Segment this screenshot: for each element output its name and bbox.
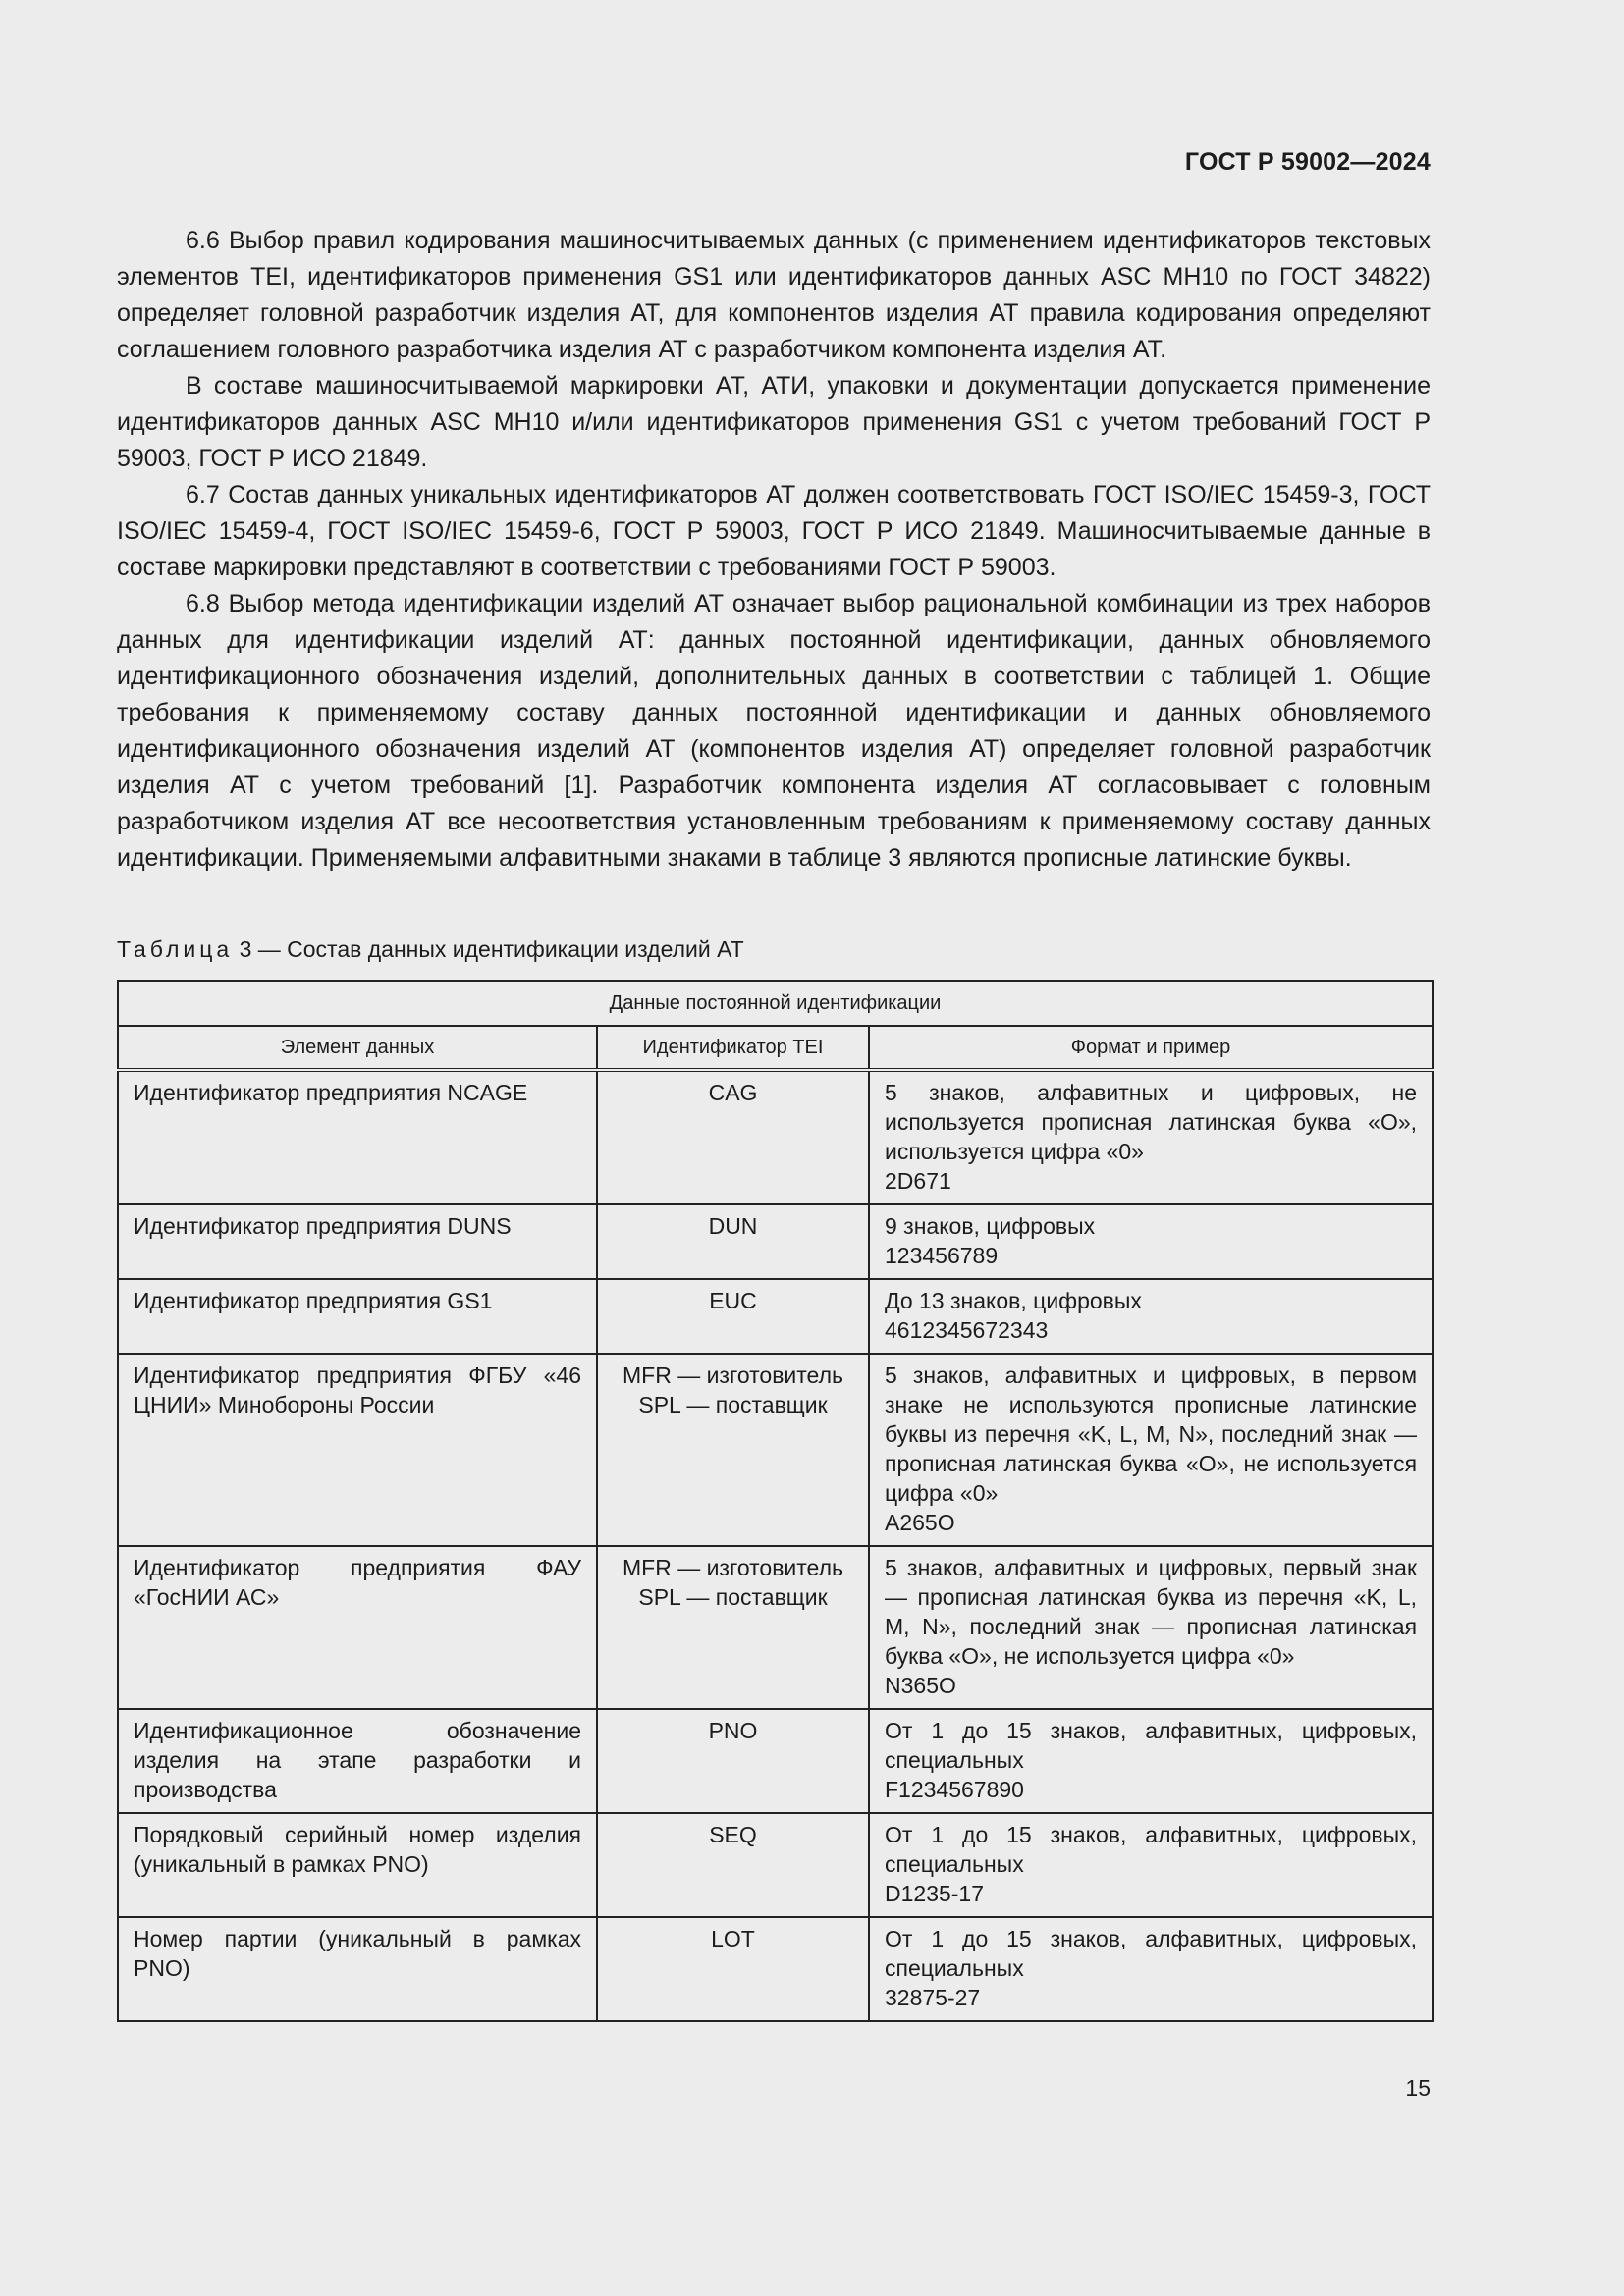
column-header-format: Формат и пример — [869, 1026, 1433, 1070]
tei-code: CAG — [708, 1080, 758, 1105]
format-description: 5 знаков, алфавитных и цифровых, не используется прописная латинская буква «О», используется цифра «0» — [885, 1080, 1418, 1164]
body-text — [117, 223, 1431, 877]
tei-code: SPL — поставщик — [638, 1584, 828, 1610]
cell-tei-identifier — [597, 1354, 869, 1546]
cell-format-example — [869, 1813, 1433, 1917]
tei-code: PNO — [708, 1718, 758, 1743]
table-row — [118, 1917, 1433, 2021]
paragraph-6-6: 6.6 Выбор правил кодирования машиносчитываемых данных (с применением идентификаторов текстовых элементов TEI, идентификаторов применения GS1 или идентификаторов данных ASC MH10 по ГОСТ 34822) определяет головной разработчик изделия АТ, для компонентов изделия АТ правила кодирования определяют соглашением головного разработчика изделия АТ с разработчиком компонента изделия АТ. — [117, 227, 1431, 363]
table-row — [118, 1354, 1433, 1546]
cell-tei-identifier — [597, 1709, 869, 1813]
format-description: 5 знаков, алфавитных и цифровых, в первом знаке не используются прописные латинские буквы из перечня «K, L, M, N», последний знак — прописная латинская буква «O», не используется цифра «0» — [885, 1362, 1418, 1506]
paragraph-6-7: 6.7 Состав данных уникальных идентификаторов АТ должен соответствовать ГОСТ ISO/IEC 15459-3, ГОСТ ISO/IEC 15459-4, ГОСТ ISO/IEC 15459-6, ГОСТ Р 59003, ГОСТ Р ИСО 21849. Машиносчитываемые данные в составе маркировки представляют в соответствии с требованиями ГОСТ Р 59003. — [117, 481, 1431, 581]
tei-code: SEQ — [709, 1822, 757, 1847]
cell-format-example — [869, 1204, 1433, 1279]
cell-tei-identifier — [597, 1279, 869, 1354]
format-description: От 1 до 15 знаков, алфавитных, цифровых, специальных — [885, 1822, 1418, 1877]
format-description: От 1 до 15 знаков, алфавитных, цифровых, специальных — [885, 1718, 1418, 1773]
tei-code: MFR — изготовитель — [622, 1555, 843, 1580]
format-example: N365O — [885, 1673, 956, 1698]
cell-tei-identifier — [597, 1546, 869, 1709]
cell-format-example — [869, 1546, 1433, 1709]
format-example: 2D671 — [885, 1168, 951, 1194]
tei-code: EUC — [709, 1288, 757, 1313]
cell-tei-identifier — [597, 1917, 869, 2021]
table-row — [118, 1546, 1433, 1709]
tei-code: DUN — [708, 1213, 758, 1239]
table-caption — [117, 934, 744, 964]
format-example: D1235-17 — [885, 1881, 985, 1906]
cell-format-example — [869, 1709, 1433, 1813]
page-number: 15 — [1405, 2075, 1431, 2101]
tei-code: MFR — изготовитель — [622, 1362, 843, 1388]
tei-code: LOT — [711, 1926, 755, 1951]
format-description: До 13 знаков, цифровых — [885, 1288, 1142, 1313]
format-description: 9 знаков, цифровых — [885, 1213, 1096, 1239]
cell-tei-identifier — [597, 1813, 869, 1917]
cell-data-element: Номер партии (уникальный в рамках PNO) — [118, 1917, 597, 2021]
cell-format-example — [869, 1070, 1433, 1204]
cell-tei-identifier — [597, 1070, 869, 1204]
format-example: A265O — [885, 1510, 955, 1535]
paragraph-6-6-cont: В составе машиносчитываемой маркировки АТ, АТИ, упаковки и документации допускается применение идентификаторов данных ASC MH10 и/или идентификаторов применения GS1 с учетом требований ГОСТ Р 59003, ГОСТ Р ИСО 21849. — [117, 372, 1431, 472]
column-header-element: Элемент данных — [118, 1026, 597, 1070]
table-row — [118, 1070, 1433, 1204]
identification-data-table — [117, 980, 1434, 2022]
standard-header: ГОСТ Р 59002—2024 — [1184, 148, 1431, 176]
table-row — [118, 1279, 1433, 1354]
format-description: От 1 до 15 знаков, алфавитных, цифровых, специальных — [885, 1926, 1418, 1981]
cell-data-element: Порядковый серийный номер изделия (уникальный в рамках PNO) — [118, 1813, 597, 1917]
paragraph-6-8: 6.8 Выбор метода идентификации изделий АТ означает выбор рациональной комбинации из трех наборов данных для идентификации изделий АТ: данных постоянной идентификации, данных обновляемого идентификационного обозначения изделий, дополнительных данных в соответствии с таблицей 1. Общие требования к применяемому составу данных постоянной идентификации и данных обновляемого идентификационного обозначения изделий АТ (компонентов изделия АТ) определяет головной разработчик изделия АТ с учетом требований [1]. Разработчик компонента изделия АТ согласовывает с головным разработчиком изделия АТ все несоответствия установленным требованиям к применяемому составу данных идентификации. Применяемыми алфавитными знаками в таблице 3 являются прописные латинские буквы. — [117, 590, 1431, 872]
cell-format-example — [869, 1917, 1433, 2021]
cell-data-element: Идентификатор предприятия ФАУ «ГосНИИ АС» — [118, 1546, 597, 1709]
cell-data-element: Идентификатор предприятия NCAGE — [118, 1070, 597, 1204]
cell-data-element: Идентификатор предприятия GS1 — [118, 1279, 597, 1354]
table-body — [118, 1070, 1433, 2021]
format-description: 5 знаков, алфавитных и цифровых, первый знак — прописная латинская буква из перечня «K, L, M, N», последний знак — прописная латинская буква «O», не используется цифра «0» — [885, 1555, 1418, 1669]
table-row — [118, 1709, 1433, 1813]
cell-data-element: Идентификатор предприятия DUNS — [118, 1204, 597, 1279]
cell-format-example — [869, 1279, 1433, 1354]
column-header-tei: Идентификатор TEI — [597, 1026, 869, 1070]
table-row — [118, 1813, 1433, 1917]
table-row — [118, 1204, 1433, 1279]
cell-tei-identifier — [597, 1204, 869, 1279]
format-example: 123456789 — [885, 1243, 999, 1268]
format-example: 4612345672343 — [885, 1317, 1049, 1343]
table-caption-text: 3 — Состав данных идентификации изделий АТ — [239, 936, 744, 962]
tei-code: SPL — поставщик — [638, 1392, 828, 1417]
format-example: F1234567890 — [885, 1777, 1024, 1802]
cell-format-example — [869, 1354, 1433, 1546]
cell-data-element: Идентификатор предприятия ФГБУ «46 ЦНИИ» Минобороны России — [118, 1354, 597, 1546]
cell-data-element: Идентификационное обозначение изделия на этапе разработки и производства — [118, 1709, 597, 1813]
format-example: 32875-27 — [885, 1985, 981, 2010]
table-caption-label: Таблица — [117, 936, 234, 962]
table-group-header: Данные постоянной идентификации — [118, 981, 1433, 1026]
